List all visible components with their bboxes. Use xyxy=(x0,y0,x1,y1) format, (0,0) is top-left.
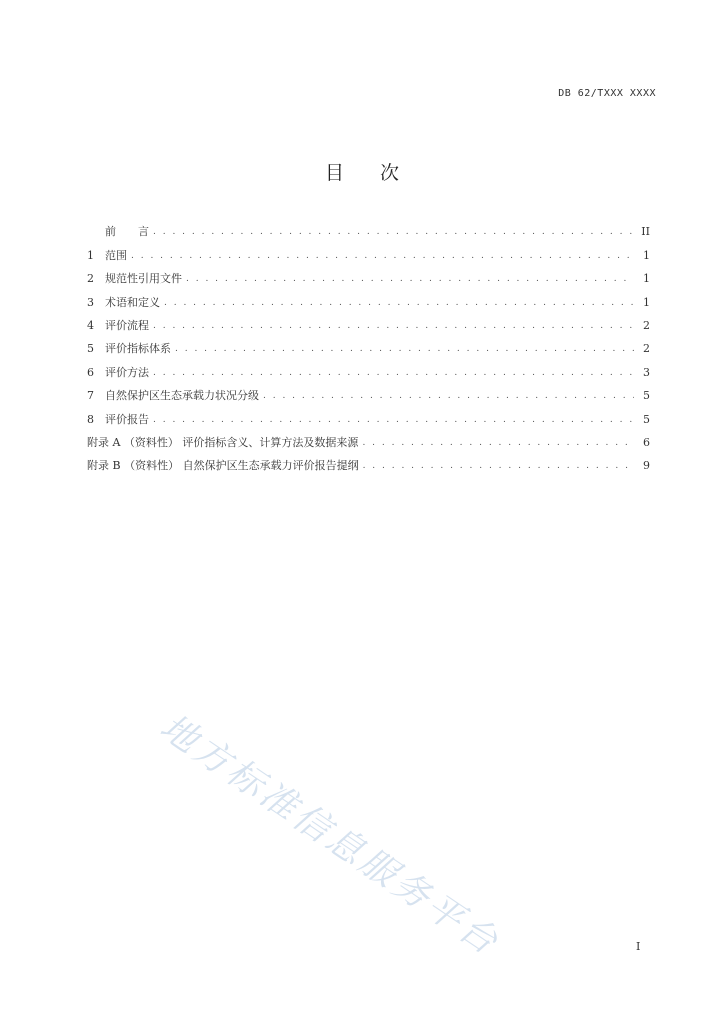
toc-entry-page: 9 xyxy=(643,459,650,473)
toc-entry[interactable] xyxy=(87,286,650,309)
toc-entry[interactable] xyxy=(87,427,650,450)
toc-entry-text: 术语和定义 xyxy=(105,295,160,309)
toc-entry[interactable] xyxy=(87,333,650,356)
toc-entry-number: 7 xyxy=(87,389,94,403)
toc-leader-dots xyxy=(263,389,634,403)
toc-entry-number: 6 xyxy=(87,365,94,379)
toc-leader-dots xyxy=(153,319,634,333)
toc-entry-page: 5 xyxy=(643,389,650,403)
toc-entry-text: 前 言 xyxy=(105,225,149,239)
toc-entry-page: 6 xyxy=(643,435,650,449)
toc-leader-dots xyxy=(131,249,634,263)
toc-leader-dots xyxy=(186,272,634,286)
toc-entry-text: 附录 A （资料性） 评价指标含义、计算方法及数据来源 xyxy=(87,435,359,449)
toc-entry-text: 评价方法 xyxy=(105,365,149,379)
toc-entry-text: 附录 B （资料性） 自然保护区生态承载力评价报告提纲 xyxy=(87,459,359,473)
toc-entry-number: 5 xyxy=(87,342,94,356)
toc-entry-page: 1 xyxy=(643,295,650,309)
toc-entry-number: 3 xyxy=(87,295,94,309)
toc-entry-text: 评价报告 xyxy=(105,412,149,426)
toc-entry-label xyxy=(87,413,149,427)
toc-entry-text: 评价指标体系 xyxy=(105,342,171,356)
toc-entry[interactable] xyxy=(87,216,650,239)
toc-entry-label xyxy=(87,459,359,473)
toc-entry[interactable] xyxy=(87,239,650,262)
toc-title: 目次 xyxy=(324,162,435,184)
toc-entry-number: 2 xyxy=(87,272,94,286)
document-code: DB 62/TXXX XXXX xyxy=(558,88,656,99)
toc-leader-dots xyxy=(164,296,634,310)
toc-entry-page: 5 xyxy=(643,412,650,426)
toc-entry[interactable] xyxy=(87,450,650,473)
toc-entry-page: 3 xyxy=(643,365,650,379)
toc-entry[interactable] xyxy=(87,356,650,379)
toc-entry-label xyxy=(87,272,182,286)
toc-entry-page: 2 xyxy=(643,318,650,332)
page-number: I xyxy=(636,940,641,953)
toc-entry-text: 评价流程 xyxy=(105,318,149,332)
toc-leader-dots xyxy=(153,225,634,239)
toc-entry-label xyxy=(87,389,259,403)
toc-entry-page: 1 xyxy=(643,248,650,262)
toc-entry[interactable] xyxy=(87,310,650,333)
toc-entry-number: 8 xyxy=(87,412,94,426)
toc-entry-page: 1 xyxy=(643,272,650,286)
table-of-contents xyxy=(87,216,650,473)
toc-entry[interactable] xyxy=(87,380,650,403)
toc-entry-label xyxy=(87,342,171,356)
toc-entry-label xyxy=(87,296,160,310)
toc-entry-label xyxy=(87,319,149,333)
toc-entry-number: 4 xyxy=(87,318,94,332)
toc-leader-dots xyxy=(363,459,634,473)
toc-entry-text: 规范性引用文件 xyxy=(105,272,182,286)
toc-entry-number: 1 xyxy=(87,248,94,262)
watermark: 地方标准信息服务平台 xyxy=(152,706,508,965)
toc-entry-page: II xyxy=(641,225,650,239)
toc-leader-dots xyxy=(362,436,634,450)
toc-entry-text: 自然保护区生态承载力状况分级 xyxy=(105,389,259,403)
toc-entry-label xyxy=(87,436,358,450)
toc-entry-label xyxy=(87,366,149,380)
toc-leader-dots xyxy=(175,342,634,356)
toc-entry-page: 2 xyxy=(643,342,650,356)
toc-entry-label xyxy=(87,249,127,263)
toc-entry-label xyxy=(87,225,149,239)
toc-leader-dots xyxy=(153,413,634,427)
toc-leader-dots xyxy=(153,366,634,380)
toc-entry[interactable] xyxy=(87,403,650,426)
toc-entry[interactable] xyxy=(87,263,650,286)
toc-entry-text: 范围 xyxy=(105,248,127,262)
